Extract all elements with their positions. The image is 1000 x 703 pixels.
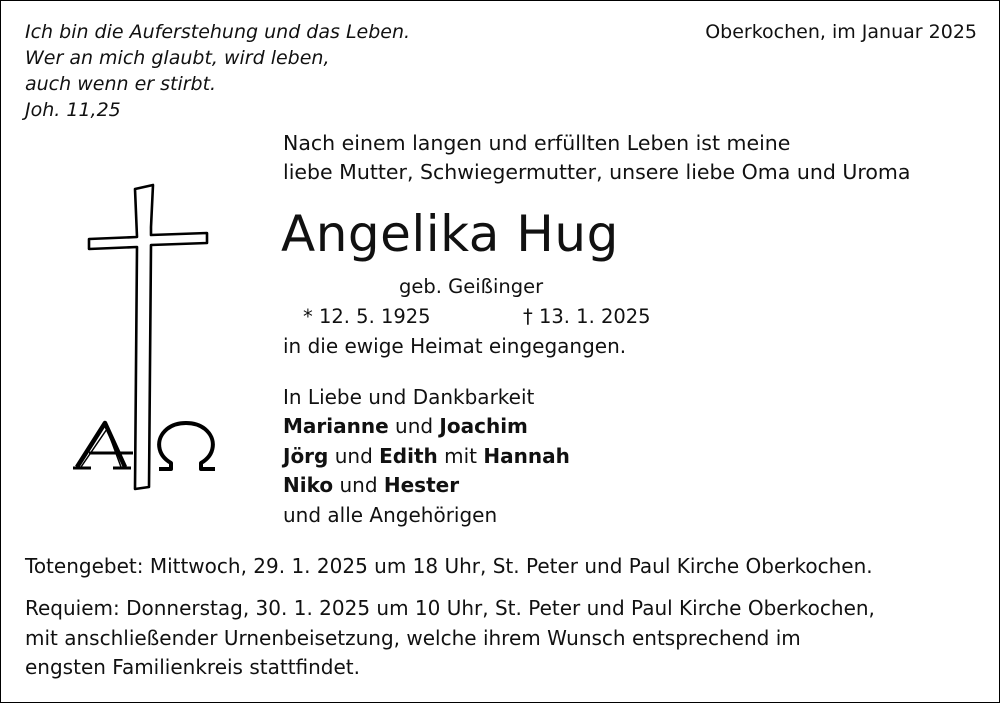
verse-line: auch wenn er stirbt. (25, 73, 217, 95)
requiem-line: Requiem: Donnerstag, 30. 1. 2025 um 10 Uhr, St. Peter und Paul Kirche Oberkochen, (25, 596, 875, 620)
mourners-heading: In Liebe und Dankbarkeit (283, 385, 535, 409)
bible-verse (25, 19, 410, 123)
intro-line: Nach einem langen und erfüllten Leben ist meine (283, 131, 791, 155)
deceased-name: Angelika Hug (281, 205, 619, 263)
totengebet-info: Totengebet: Mittwoch, 29. 1. 2025 um 18 Uhr, St. Peter und Paul Kirche Oberkochen. (25, 554, 873, 578)
intro-text (283, 129, 910, 187)
birth-name: geb. Geißinger (399, 275, 544, 298)
birth-date: * 12. 5. 1925 (303, 305, 431, 328)
cross-alpha-omega-icon (71, 183, 221, 493)
mourners-row (283, 442, 570, 471)
mourners-row (283, 412, 570, 441)
connector: und (328, 443, 380, 468)
mourner-name: Joachim (439, 414, 528, 439)
verse-line: Ich bin die Auferstehung und das Leben. (25, 21, 411, 43)
passing-text: in die ewige Heimat eingegangen. (283, 334, 627, 358)
mourner-name: Edith (379, 443, 438, 468)
mourners-list (283, 383, 570, 530)
connector: mit (437, 443, 484, 468)
mourner-name: Hannah (483, 443, 570, 468)
death-date: † 13. 1. 2025 (523, 305, 651, 328)
mourner-name: Marianne (283, 414, 389, 439)
mourners-closing: und alle Angehörigen (283, 502, 498, 527)
mourners-row (283, 471, 570, 500)
place-date: Oberkochen, im Januar 2025 (705, 21, 977, 43)
requiem-line: engsten Familienkreis stattfindet. (25, 655, 361, 679)
verse-line: Wer an mich glaubt, wird leben, (25, 47, 330, 69)
connector: und (388, 414, 440, 439)
mourner-name: Jörg (283, 443, 329, 468)
mourner-name: Niko (283, 473, 334, 498)
mourner-name: Hester (383, 473, 460, 498)
intro-line: liebe Mutter, Schwiegermutter, unsere liebe Oma und Uroma (283, 160, 911, 184)
requiem-info (25, 594, 875, 683)
requiem-line: mit anschließender Urnenbeisetzung, welche ihrem Wunsch entsprechend im (25, 625, 801, 650)
verse-reference: Joh. 11,25 (25, 99, 121, 121)
connector: und (333, 473, 384, 498)
